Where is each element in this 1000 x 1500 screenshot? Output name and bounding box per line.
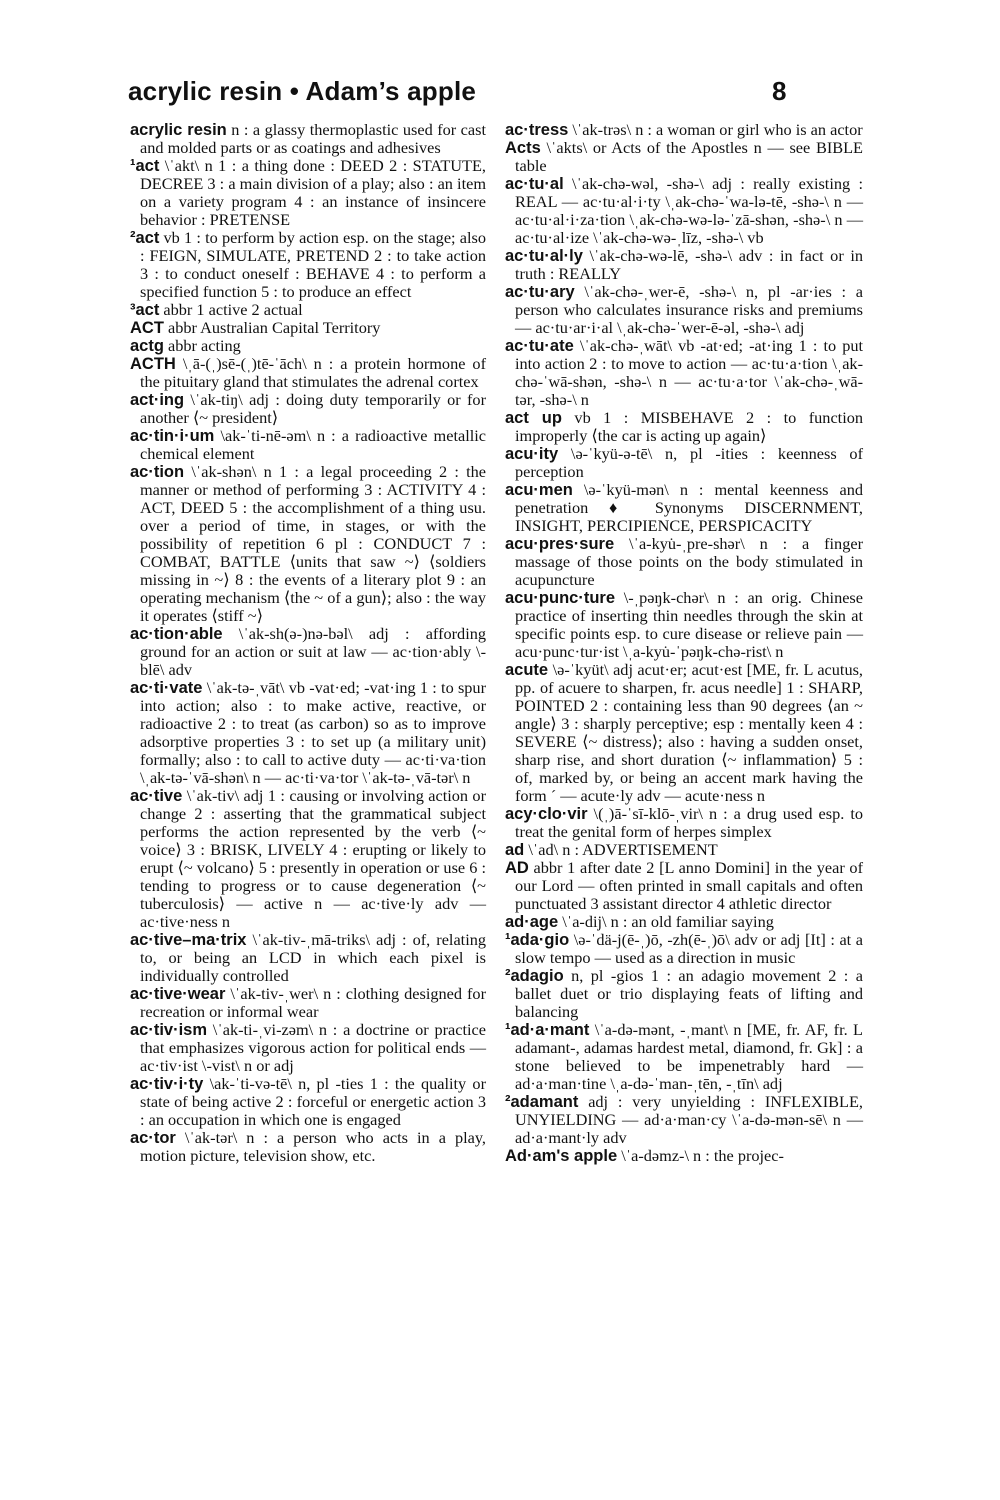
entry-headword: ³act (130, 301, 160, 319)
dictionary-entry (130, 301, 486, 319)
entry-definition: \ˈak-chə-ˌwāt\ vb -at·ed; -at·ing 1 : to put into action 2 : to move to action — ac·tu·a·tion \ˌak-chə-ˈwā-shən, -shə-\ n — ac·tu·a·tor \ˈak-chə-ˌwā-tər, -shə-\ n (515, 336, 863, 409)
dictionary-entry (505, 589, 863, 661)
entry-definition: n : a glassy thermoplastic used for cast and molded parts or as coatings and adhesives (140, 120, 486, 157)
entry-headword: ac·tion (130, 463, 185, 481)
dictionary-entry (130, 679, 486, 787)
dictionary-entry (505, 805, 863, 841)
dictionary-entry (505, 1093, 863, 1147)
entry-headword: ¹ad·a·mant (505, 1021, 590, 1039)
entry-headword: ²adagio (505, 967, 564, 985)
entry-definition: \-ˌpəŋk-chər\ n : an orig. Chinese practice of inserting thin needles through the skin at specific points esp. to cure disease or relieve pain — acu·punc·tur·ist \ˌa-kyu̇-ˈpəŋk-chə-rist\ n (515, 588, 863, 661)
entry-headword: ²act (130, 229, 160, 247)
entry-definition: \ˈak-tər\ n : a person who acts in a play, motion picture, television show, etc. (140, 1128, 486, 1165)
entry-headword: ac·tu·ary (505, 283, 575, 301)
entry-definition: \ˈa-də-mənt, -ˌmant\ n [ME, fr. AF, fr. L adamant-, adamas hardest metal, diamond, fr. Gk] : a stone believed to be impenetrably hard — ad·a·man·tine \ˌa-də-ˈman-ˌtēn, -ˌtīn\ adj (515, 1020, 863, 1093)
dictionary-entry (130, 355, 486, 391)
entry-headword: ac·tor (130, 1129, 176, 1147)
entry-definition: \ˈak-chə-wə-lē, -shə-\ adv : in fact or in truth : REALLY (515, 246, 863, 283)
entry-headword: acu·men (505, 481, 573, 499)
entry-definition: \ak-ˈti-və-tē\ n, pl -ties 1 : the quality or state of being active 2 : forceful or energetic action 3 : an occupation in which one is engaged (140, 1074, 486, 1129)
dictionary-entry (505, 139, 863, 175)
entry-definition: abbr 1 after date 2 [L anno Domini] in the year of our Lord — often printed in small capitals and often punctuated 3 assistant director 4 athletic director (515, 858, 863, 913)
dictionary-entry (505, 121, 863, 139)
dictionary-entry (130, 463, 486, 625)
entry-headword: acute (505, 661, 549, 679)
dictionary-entry (130, 931, 486, 985)
dictionary-entry (130, 787, 486, 931)
dictionary-entry (130, 1129, 486, 1165)
entry-headword: ac·tion·able (130, 625, 223, 643)
entry-definition: \ˈak-chə-wəl, -shə-\ adj : really existing : REAL — ac·tu·al·i·ty \ˌak-chə-ˈwa-lə-tē, -shə-\ n — ac·tu·al·i·za·tion \ˌak-chə-wə-lə-ˈzā-shən, -shə-\ n — ac·tu·al·ize \ˈak-chə-wə-ˌlīz, -shə-\ vb (515, 174, 863, 247)
entry-definition: \ˈak-tiv-ˌmā-triks\ adj : of, relating to, or being an LCD in which each pixel is individually controlled (140, 930, 486, 985)
entry-definition: \ˈak-shən\ n 1 : a legal proceeding 2 : the manner or method of performing 3 : ACTIVITY 4 : ACT, DEED 5 : the accomplishment of a thing usu. over a period of time, in stages, or with the possibility of repetition 6 pl : CONDUCT 7 : COMBAT, BATTLE ⟨units that saw ~⟩ ⟨soldiers missing in ~⟩ 8 : the events of a literary plot 9 : an operating mechanism ⟨the ~ of a gun⟩; also : the way it operates ⟨stiff ~⟩ (140, 462, 486, 625)
dictionary-entry (505, 247, 863, 283)
dictionary-entry (505, 337, 863, 409)
entry-definition: vb 1 : to perform by action esp. on the stage; also : FEIGN, SIMULATE, PRETEND 2 : to take action 3 : to conduct oneself : BEHAVE 4 : to perform a specified function 5 : to produce an effect (140, 228, 486, 301)
entry-definition: n, pl -gios 1 : an adagio movement 2 : a ballet duet or trio displaying feats of lifting and balancing (515, 966, 863, 1021)
entry-headword: ac·tive (130, 787, 183, 805)
dictionary-entry (130, 427, 486, 463)
entry-headword: ac·tu·al·ly (505, 247, 583, 265)
dictionary-entry (505, 1147, 863, 1165)
entry-headword: ad (505, 841, 525, 859)
entry-definition: \ak-ˈti-nē-əm\ n : a radioactive metallic chemical element (140, 426, 486, 463)
dictionary-entry (130, 625, 486, 679)
dictionary-entry (505, 841, 863, 859)
entry-definition: \ˈa-dəmz-\ n : the projec- (617, 1146, 784, 1165)
entry-headword: ¹ada·gio (505, 931, 570, 949)
entry-headword: ac·tiv·i·ty (130, 1075, 204, 1093)
dictionary-entry (505, 175, 863, 247)
page-number: 8 (772, 76, 787, 106)
entry-headword: act up (505, 409, 562, 427)
entry-headword: acu·punc·ture (505, 589, 616, 607)
entry-definition: \ˈak-tə-ˌvāt\ vb -vat·ed; -vat·ing 1 : to spur into action; also : to make active, reactive, or radioactive 2 : to treat (as carbon) so as to improve adsorptive properties 3 : to set up (a military unit) formally; also : to call to active duty — ac·ti·va·tion \ˌak-tə-ˈvā-shən\ n — ac·ti·va·tor \ˈak-tə-ˌvā-tər\ n (140, 678, 486, 787)
entry-definition: \(ˌ)ā-ˈsī-klō-ˌvir\ n : a drug used esp. to treat the genital form of herpes simplex (515, 804, 863, 841)
dictionary-entry (505, 535, 863, 589)
dictionary-entry (505, 409, 863, 445)
entry-headword: Ad·am's apple (505, 1147, 618, 1165)
entry-headword: ac·tive–ma·trix (130, 931, 247, 949)
entry-definition: \ˈa-kyu̇-ˌpre-shər\ n : a finger massage of those points on the body stimulated in acupuncture (515, 534, 863, 589)
dictionary-entry (505, 283, 863, 337)
dictionary-entry (505, 967, 863, 1021)
entry-definition: \ˈad\ n : ADVERTISEMENT (524, 840, 718, 859)
dictionary-entry (130, 985, 486, 1021)
entry-headword: acu·pres·sure (505, 535, 615, 553)
entry-definition: \ə-ˈkyü-ə-tē\ n, pl -ities : keenness of perception (515, 444, 863, 481)
entry-definition: \ˈak-sh(ə-)nə-bəl\ adj : affording ground for an action or suit at law — ac·tion·ably \-blē\ adv (140, 624, 486, 679)
entry-headword: ac·tin·i·um (130, 427, 215, 445)
entry-definition: \ˈak-tiv-ˌwer\ n : clothing designed for recreation or informal wear (140, 984, 486, 1021)
entry-headword: ac·ti·vate (130, 679, 203, 697)
entry-headword: Acts (505, 139, 541, 157)
entry-headword: ac·tu·al (505, 175, 564, 193)
entry-headword: ac·tiv·ism (130, 1021, 208, 1039)
entry-definition: \ˈak-chə-ˌwer-ē, -shə-\ n, pl -ar·ies : a person who calculates insurance risks and premiums — ac·tu·ar·i·al \ˌak-chə-ˈwer-ē-əl, -shə-\ adj (515, 282, 863, 337)
entry-headword: actg (130, 337, 164, 355)
entry-headword: ad·age (505, 913, 559, 931)
entry-definition: abbr acting (163, 336, 241, 355)
entry-definition: \ˈak-trəs\ n : a woman or girl who is an actor (568, 120, 863, 139)
entry-definition: abbr 1 active 2 actual (159, 300, 303, 319)
entry-definition: \ə-ˈdä-j(ē-ˌ)ō, -zh(ē-ˌ)ō\ adv or adj [It] : at a slow tempo — used as a direction in music (515, 930, 863, 967)
entry-definition: \ˈak-ti-ˌvi-zəm\ n : a doctrine or practice that emphasizes vigorous action for political ends — ac·tiv·ist \-vist\ n or adj (140, 1020, 486, 1075)
entry-headword: ac·tive·wear (130, 985, 226, 1003)
entry-definition: \ˈakts\ or Acts of the Apostles n — see BIBLE table (515, 138, 863, 175)
dictionary-entry (130, 121, 486, 157)
entry-definition: \ə-ˈkyü-mən\ n : mental keenness and penetration ♦ Synonyms DISCERNMENT, INSIGHT, PERCIPIENCE, PERSPICACITY (515, 480, 863, 535)
dictionary-entry (130, 1075, 486, 1129)
entry-definition: vb 1 : MISBEHAVE 2 : to function improperly ⟨the car is acting up again⟩ (515, 408, 863, 445)
dictionary-entry (505, 1021, 863, 1093)
entry-headword: ac·tress (505, 121, 569, 139)
dictionary-entry (505, 931, 863, 967)
entry-definition: adj : very unyielding : INFLEXIBLE, UNYIELDING — ad·a·man·cy \ˈa-də-mən-sē\ n — ad·a·mant·ly adv (515, 1092, 863, 1147)
entry-definition: \ˈak-tiŋ\ adj : doing duty temporarily or for another ⟨~ president⟩ (140, 390, 486, 427)
entry-headword: ac·tu·ate (505, 337, 574, 355)
entry-definition: \ˈa-dij\ n : an old familiar saying (558, 912, 774, 931)
entry-definition: abbr Australian Capital Territory (163, 318, 381, 337)
entry-headword: acrylic resin (130, 121, 227, 139)
dictionary-entry (130, 229, 486, 301)
entry-definition: \ə-ˈkyüt\ adj acut·er; acut·est [ME, fr. L acutus, pp. of acuere to sharpen, fr. acus needle] 1 : SHARP, POINTED 2 : containing less than 90 degrees ⟨an ~ angle⟩ 3 : sharply perceptive; esp : mentally keen 4 : SEVERE ⟨~ distress⟩; also : having a sudden onset, sharp rise, and short duration ⟨~ inflammation⟩ 5 : of, marked by, or being an accent mark having the form ´ — acute·ly adv — acute·ness n (515, 660, 863, 805)
entry-headword: ¹act (130, 157, 160, 175)
left-column (130, 121, 486, 1165)
entry-definition: \ˈak-tiv\ adj 1 : causing or involving action or change 2 : asserting that the grammatical subject performs the action represented by the verb ⟨~ voice⟩ 3 : BRISK, LIVELY 4 : erupting or likely to erupt ⟨~ volcano⟩ 5 : presently in operation or use 6 : tending to progress or to cause degeneration ⟨~ tuberculosis⟩ — active n — ac·tive·ly adv — ac·tive·ness n (140, 786, 486, 931)
dictionary-entry (130, 337, 486, 355)
entry-headword: AD (505, 859, 529, 877)
dictionary-entry (505, 481, 863, 535)
dictionary-entry (130, 319, 486, 337)
entry-headword: acu·ity (505, 445, 559, 463)
dictionary-entry (505, 661, 863, 805)
dictionary-entry (130, 157, 486, 229)
entry-definition: \ˌā-(ˌ)sē-(ˌ)tē-ˈāch\ n : a protein hormone of the pituitary gland that stimulates the adrenal cortex (140, 354, 486, 391)
entry-headword: ²adamant (505, 1093, 579, 1111)
right-column (505, 121, 863, 1165)
entry-headword: ACTH (130, 355, 176, 373)
entry-headword: acy·clo·vir (505, 805, 588, 823)
guide-words: acrylic resin • Adam’s apple (128, 76, 477, 106)
entry-headword: ACT (130, 319, 164, 337)
dictionary-entry (505, 859, 863, 913)
dictionary-entry (130, 391, 486, 427)
dictionary-entry (505, 445, 863, 481)
dictionary-entry (505, 913, 863, 931)
entry-definition: \ˈakt\ n 1 : a thing done : DEED 2 : STATUTE, DECREE 3 : a main division of a play; also : an item on a variety program 4 : an instance of insincere behavior : PRETENSE (140, 156, 486, 229)
dictionary-entry (130, 1021, 486, 1075)
entry-headword: act·ing (130, 391, 185, 409)
